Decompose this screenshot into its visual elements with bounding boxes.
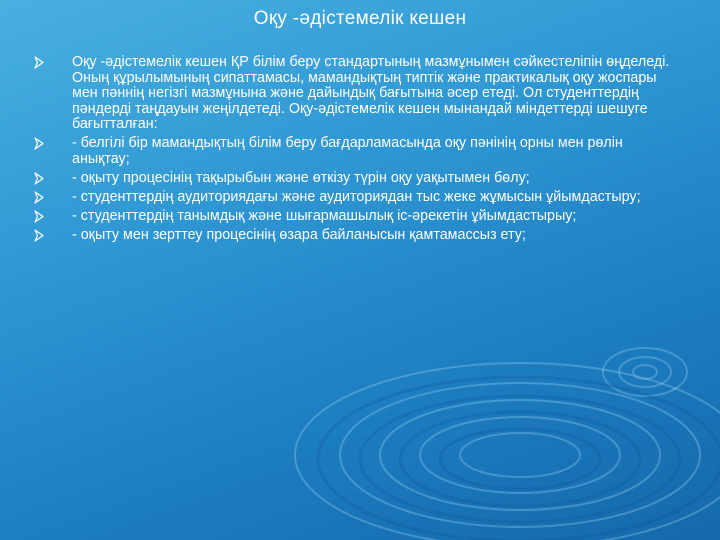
bullet-text: - оқыту мен зерттеу процесінің өзара байланысын қамтамассыз ету; xyxy=(72,226,526,243)
bullet-item xyxy=(34,136,684,167)
arrow-bullet-icon xyxy=(34,191,44,204)
arrow-bullet-icon xyxy=(34,172,44,185)
arrow-bullet-icon xyxy=(34,137,44,150)
bullet-item xyxy=(34,190,684,206)
bullet-item xyxy=(34,55,684,133)
bullet-item xyxy=(34,228,684,244)
arrow-bullet-icon xyxy=(34,229,44,242)
bullet-text: Оқу -әдістемелік кешен ҚР білім беру стандартының мазмұнымен сәйкестеліпін өңделеді. Оның құрылымының сипаттамасы, мамандықтың типтік және практикалық оқу жоспары мен пәннің негізгі мазмұнына және дайындық бағытына әсер етеді. Ол студенттердің пәндерді таңдауын жеңілдетеді. Оқу-әдістемелік кешен мынандай міндеттерді шешуге бағытталған: xyxy=(72,54,670,133)
bullet-text: - студенттердің танымдық және шығармашылық іс-әрекетін ұйымдастырыу; xyxy=(72,207,577,224)
bullet-text: - студенттердің аудиториядағы және аудиториядан тыс жеке жұмысын ұйымдастыру; xyxy=(72,188,641,205)
arrow-bullet-icon xyxy=(34,56,44,69)
bullet-item xyxy=(34,171,684,187)
arrow-bullet-icon xyxy=(34,210,44,223)
bullet-text: - белгілі бір мамандықтың білім беру бағдарламасында оқу пәнінің орны мен рөлін анықтау; xyxy=(72,135,623,167)
bullet-item xyxy=(34,209,684,225)
slide-title: Оқу -әдістемелік кешен xyxy=(253,8,467,29)
bullet-list xyxy=(34,55,684,247)
bullet-text: - оқыту процесінің тақырыбын және өткізу түрін оқу уақытымен бөлу; xyxy=(72,169,530,186)
